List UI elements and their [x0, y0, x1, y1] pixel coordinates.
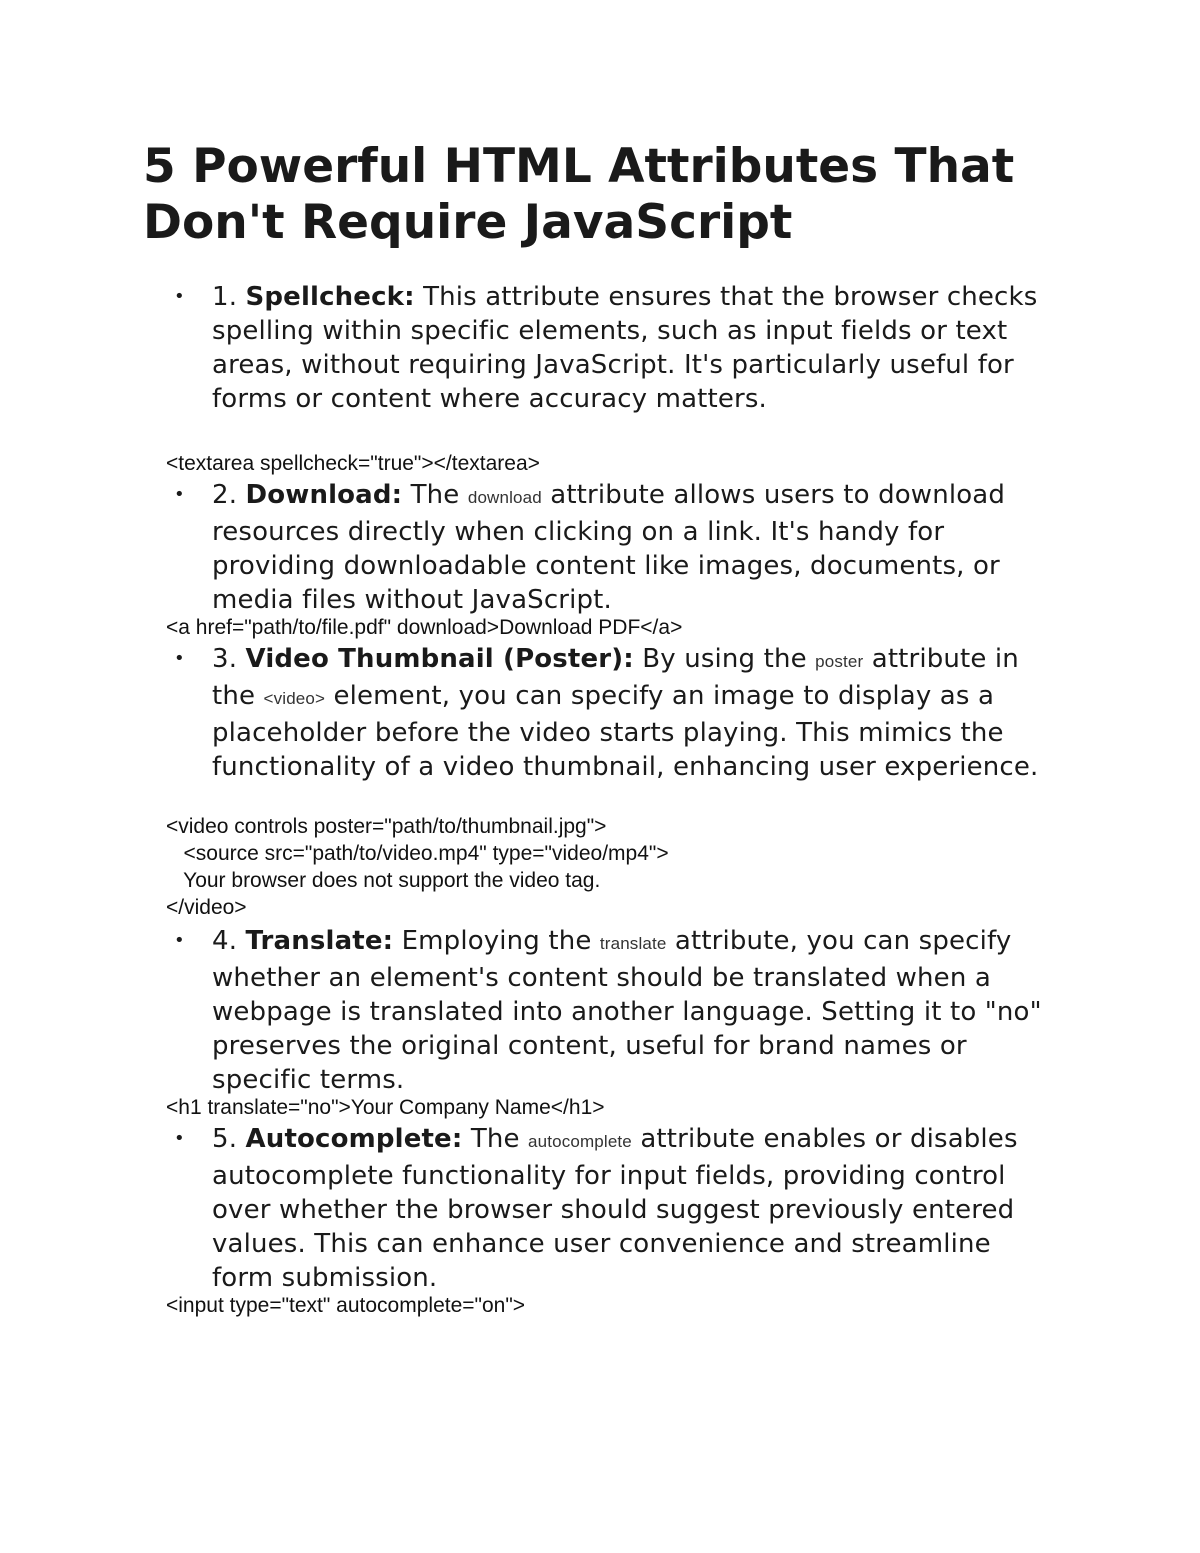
item-term: Translate:: [245, 926, 394, 956]
code-snippet-translate: <h1 translate="no">Your Company Name</h1>: [166, 1096, 605, 1119]
bullet-icon: •: [174, 484, 185, 505]
item-term: Download:: [245, 480, 403, 510]
code-snippet-autocomplete: <input type="text" autocomplete="on">: [166, 1294, 526, 1317]
bullet-icon: •: [174, 648, 185, 669]
inline-code: <video>: [263, 689, 326, 708]
item-description-cont: attribute, you can specify whether an element's content should be translated when a webpage is translated into another language. Setting it to "no" preserves the original content, useful for brand names or specific terms.: [212, 926, 1042, 1095]
item-description-cont: attribute enables or disables autocomplete functionality for input fields, providing control over whether the browser should suggest previously entered values. This can enhance user convenience and streamline form submission.: [212, 1124, 1018, 1293]
item-text: [212, 642, 1052, 784]
inline-code: download: [467, 488, 542, 507]
item-description: The: [470, 1124, 520, 1154]
item-description-cont: element, you can specify an image to display as a placeholder before the video starts playing. This mimics the functionality of a video thumbnail, enhancing user experience.: [212, 681, 1039, 782]
item-description: The: [410, 480, 460, 510]
item-number: 4.: [212, 926, 238, 956]
bullet-icon: •: [174, 930, 185, 951]
item-text: [212, 478, 1052, 617]
item-number: 2.: [212, 480, 238, 510]
item-description: By using the: [642, 644, 807, 674]
item-description-cont: attribute allows users to download resources directly when clicking on a link. It's handy for providing downloadable content like images, documents, or media files without JavaScript.: [212, 480, 1005, 615]
item-term: Video Thumbnail (Poster):: [245, 644, 634, 674]
item-term: Autocomplete:: [245, 1124, 463, 1154]
item-text: [212, 280, 1052, 416]
item-text: [212, 924, 1052, 1097]
item-description-mid: attribute in the: [212, 644, 1019, 711]
item-number: 5.: [212, 1124, 238, 1154]
bullet-icon: •: [174, 1128, 185, 1149]
code-snippet-spellcheck: <textarea spellcheck="true"></textarea>: [166, 452, 540, 475]
inline-code: translate: [599, 934, 667, 953]
item-term: Spellcheck:: [245, 282, 415, 312]
item-description: Employing the: [401, 926, 592, 956]
code-snippet-download: <a href="path/to/file.pdf" download>Download PDF</a>: [166, 616, 683, 639]
inline-code: autocomplete: [528, 1132, 632, 1151]
item-number: 1.: [212, 282, 238, 312]
item-description: This attribute ensures that the browser checks spelling within specific elements, such as input fields or text areas, without requiring JavaScript. It's particularly useful for forms or content where accuracy matters.: [212, 282, 1038, 414]
code-snippet-poster: <video controls poster="path/to/thumbnail.jpg"> <source src="path/to/video.mp4" type="video/mp4"> Your browser does not support the video tag. </video>: [166, 815, 669, 919]
bullet-icon: •: [174, 286, 185, 307]
inline-code: poster: [815, 652, 864, 671]
item-number: 3.: [212, 644, 238, 674]
document-title: 5 Powerful HTML Attributes That Don't Require JavaScript: [143, 139, 1015, 250]
item-text: [212, 1122, 1052, 1295]
